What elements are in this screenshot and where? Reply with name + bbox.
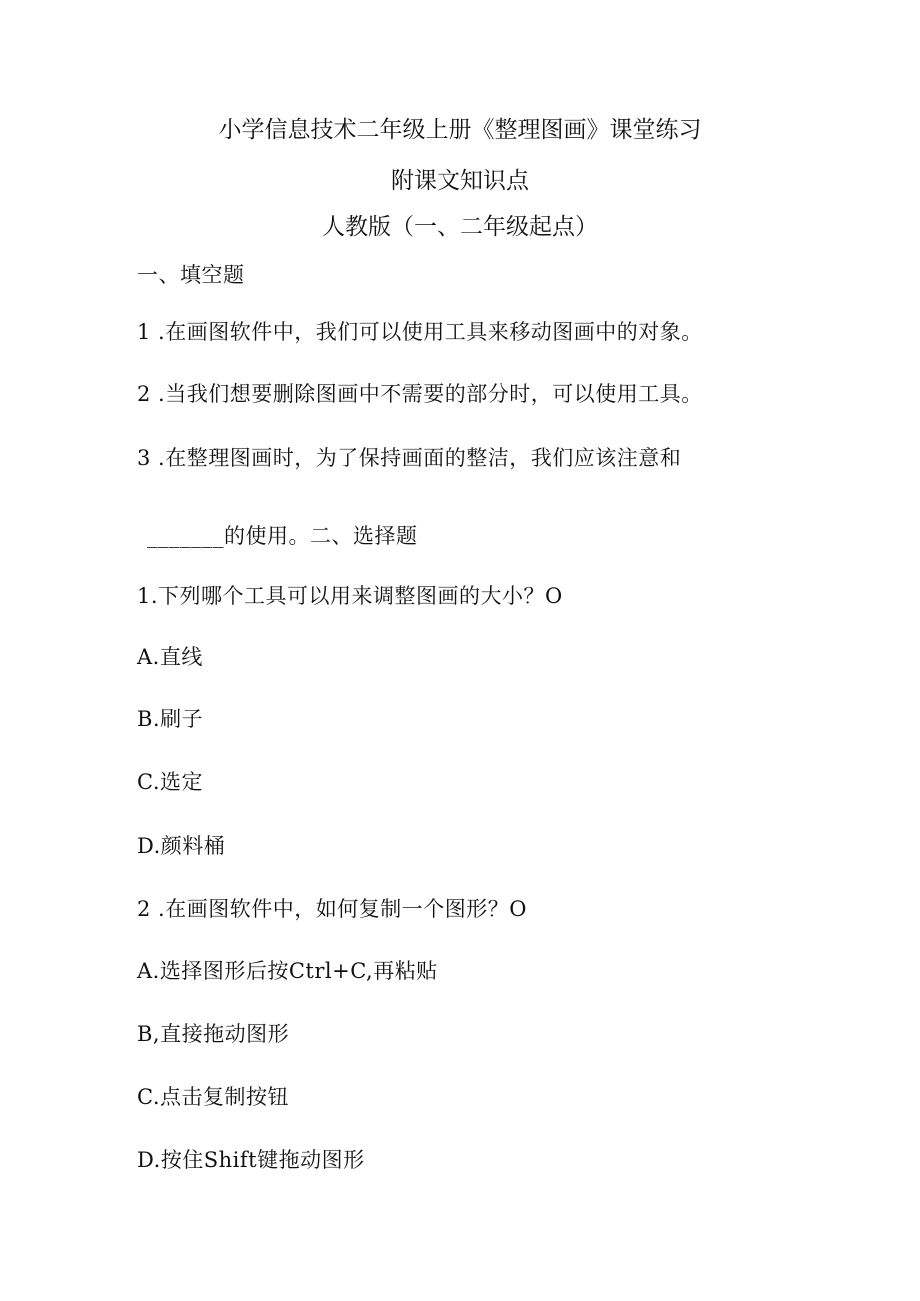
choice-q2-option-c: C.点击复制按钮: [137, 1085, 289, 1109]
choice-question-2: 2 .在画图软件中，如何复制一个图形？O: [137, 897, 527, 921]
fill-in-question-2: 2 .当我们想要删除图画中不需要的部分时，可以使用工具。: [137, 382, 703, 406]
fill-in-question-1: 1 .在画图软件中，我们可以使用工具来移动图画中的对象。: [137, 320, 703, 344]
choice-question-1: 1.下列哪个工具可以用来调整图画的大小？O: [137, 584, 563, 608]
doc-edition: 人教版（一、二年级起点）: [322, 214, 598, 240]
fill-in-question-3: 3 .在整理图画时，为了保持画面的整洁，我们应该注意和: [137, 446, 682, 470]
choice-q1-option-a: A.直线: [137, 645, 203, 669]
doc-subtitle: 附课文知识点: [391, 168, 529, 194]
section-heading-fill-in: 一、填空题: [137, 263, 245, 287]
choice-q1-option-d: D.颜料桶: [137, 834, 226, 858]
choice-q1-option-c: C.选定: [137, 770, 203, 794]
fill-in-question-3-blank-and-section-heading: _______的使用。二、选择题: [147, 524, 418, 548]
doc-title: 小学信息技术二年级上册《整理图画》课堂练习: [218, 117, 702, 143]
choice-q2-option-d: D.按住Shift键拖动图形: [137, 1148, 365, 1172]
choice-q2-option-a: A.选择图形后按Ctrl+C,再粘贴: [137, 959, 438, 983]
choice-q1-option-b: B.刷子: [137, 707, 204, 731]
choice-q2-option-b: B,直接拖动图形: [137, 1022, 290, 1046]
